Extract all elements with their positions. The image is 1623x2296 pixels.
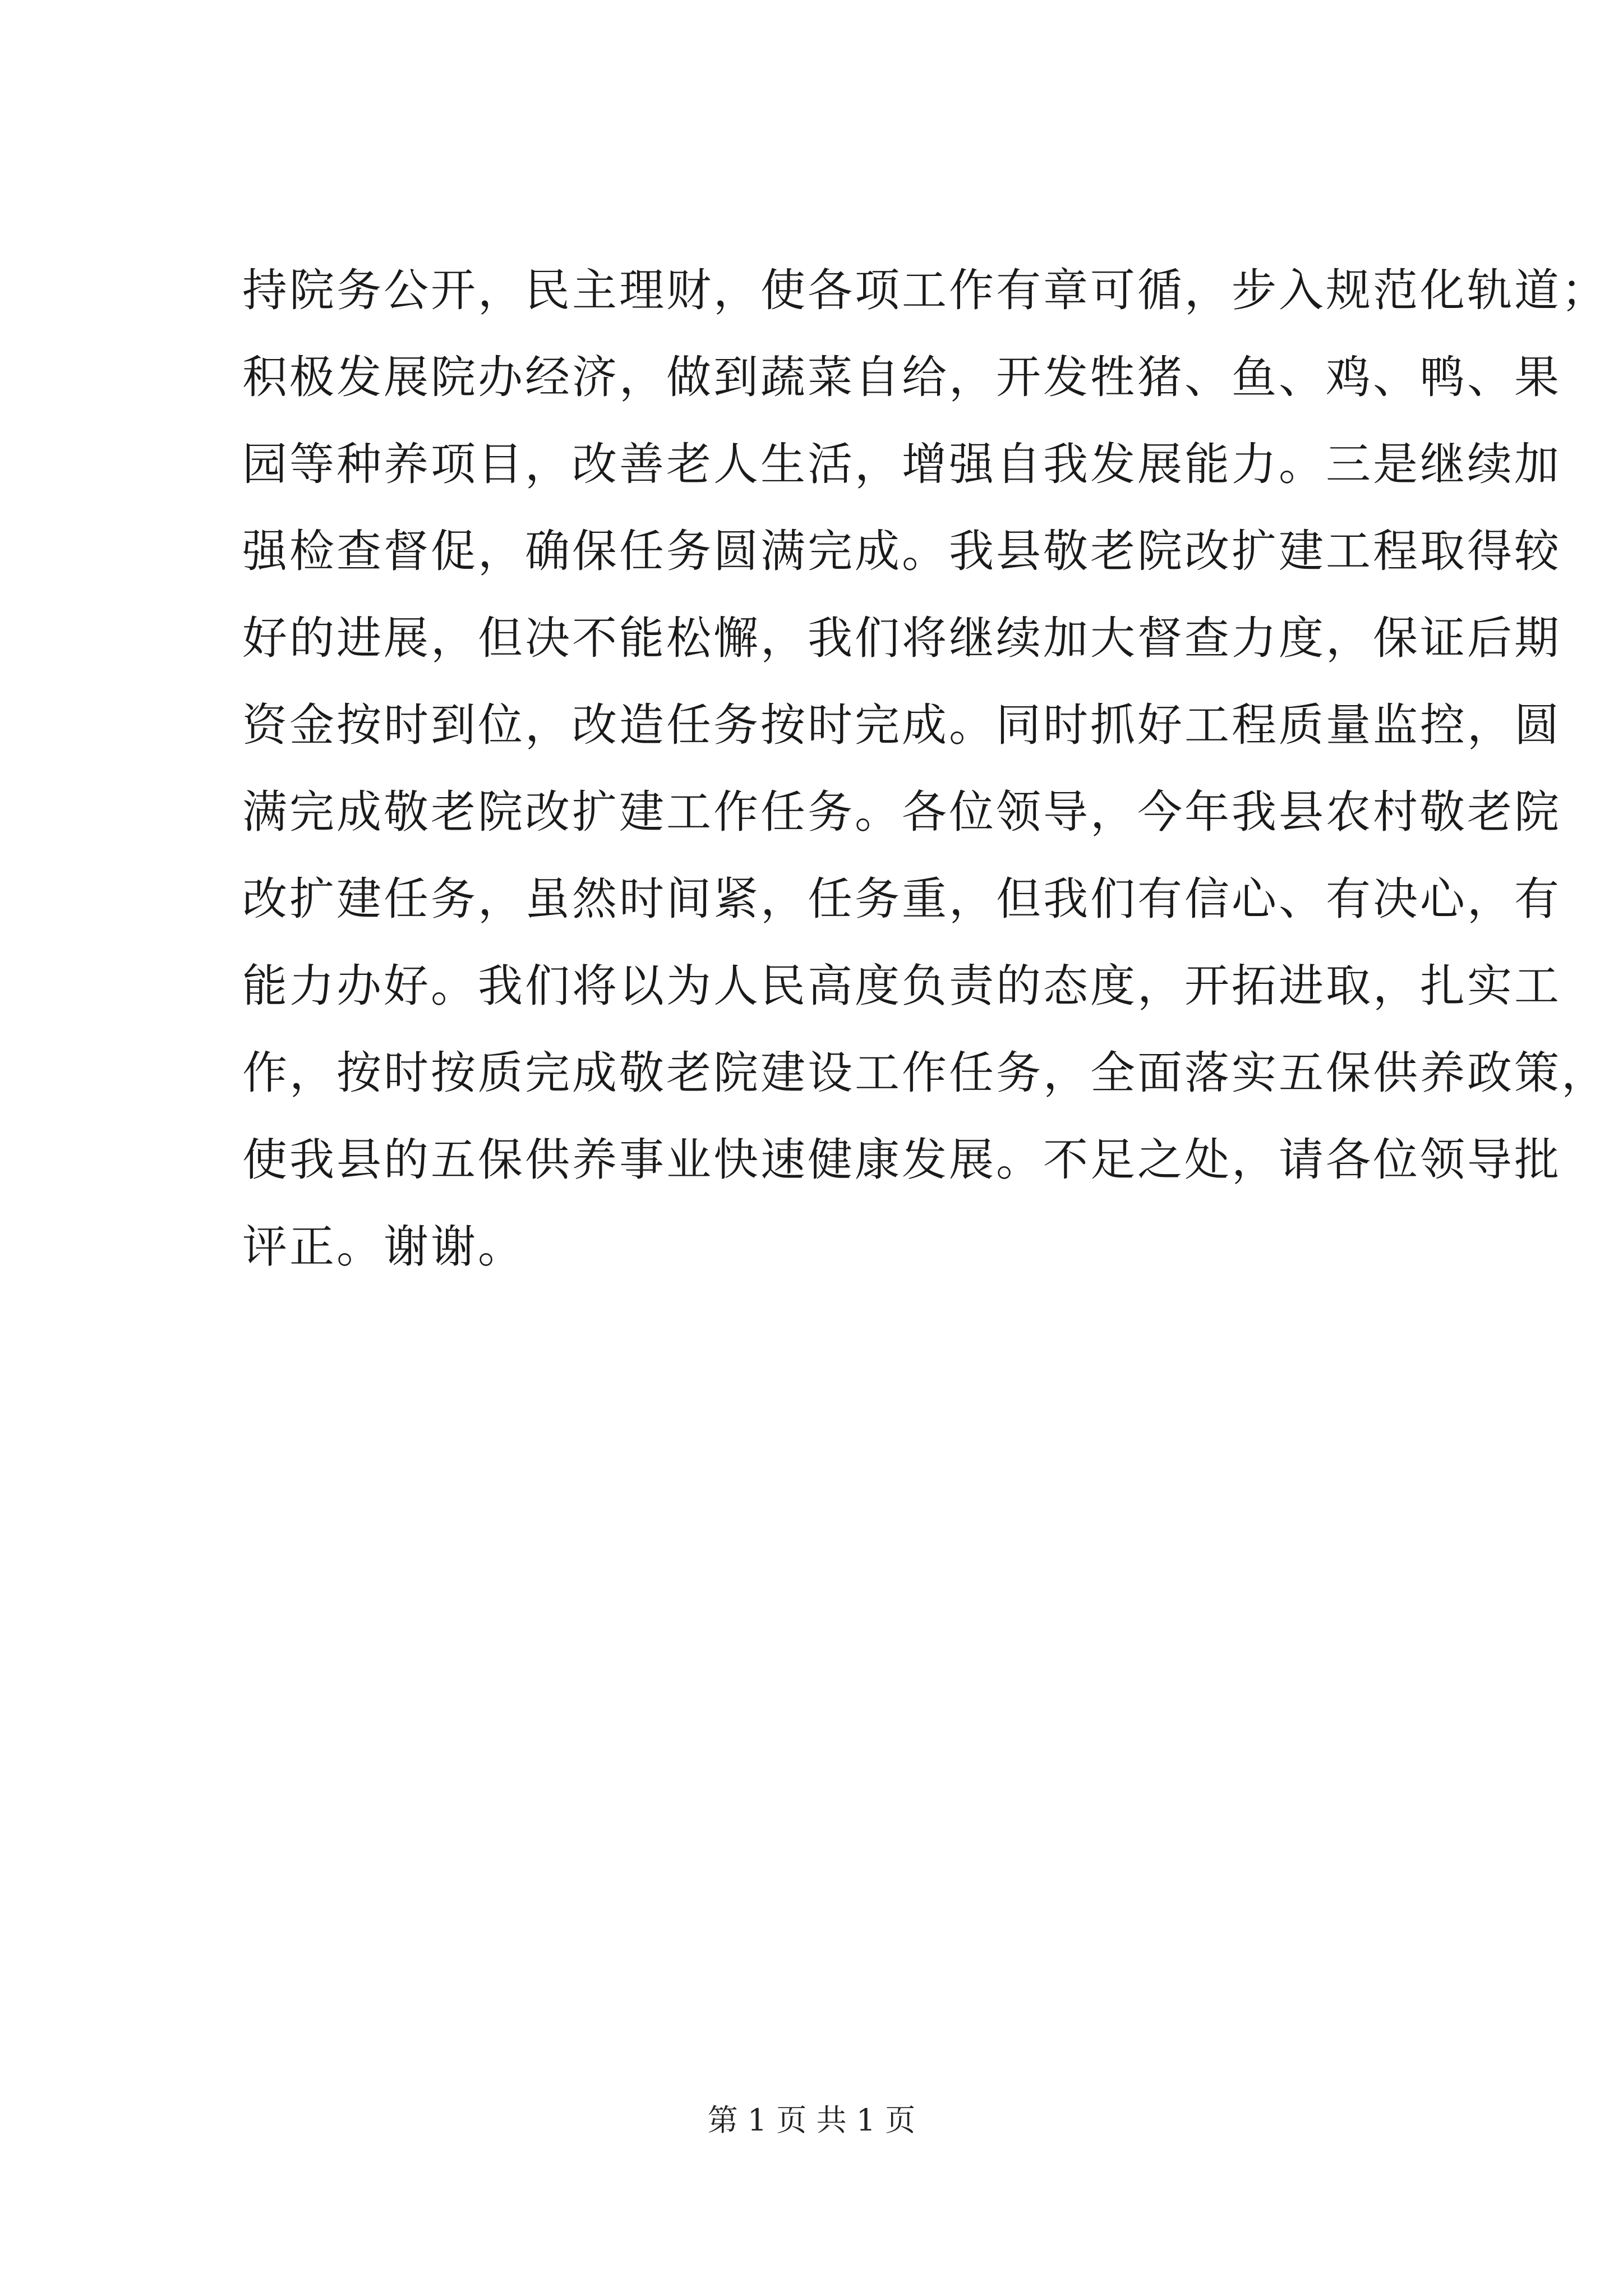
body-text <box>242 247 1608 1290</box>
page-number-footer: 第 1 页 共 1 页 <box>707 2102 916 2138</box>
text-line: 园等种养项目，改善老人生活，增强自我发展能力。三是继续加 <box>242 438 1561 490</box>
text-line: 使我县的五保供养事业快速健康发展。不足之处，请各位领导批 <box>242 1134 1561 1186</box>
text-line: 积极发展院办经济，做到蔬菜自给，开发牲猪、鱼、鸡、鸭、果 <box>242 351 1561 403</box>
text-line: 满完成敬老院改扩建工作任务。各位领导，今年我县农村敬老院 <box>242 786 1561 838</box>
text-line: 能力办好。我们将以为人民高度负责的态度，开拓进取，扎实工 <box>242 960 1561 1012</box>
text-line: 强检查督促，确保任务圆满完成。我县敬老院改扩建工程取得较 <box>242 525 1561 577</box>
text-line: 持院务公开，民主理财，使各项工作有章可循，步入规范化轨道； <box>242 264 1608 316</box>
text-line: 资金按时到位，改造任务按时完成。同时抓好工程质量监控，圆 <box>242 699 1561 751</box>
text-line: 改扩建任务，虽然时间紧，任务重，但我们有信心、有决心，有 <box>242 873 1561 925</box>
text-line: 好的进展，但决不能松懈，我们将继续加大督查力度，保证后期 <box>242 612 1561 664</box>
text-line: 作，按时按质完成敬老院建设工作任务，全面落实五保供养政策， <box>242 1047 1608 1099</box>
text-line-last: 评正。谢谢。 <box>242 1221 525 1273</box>
